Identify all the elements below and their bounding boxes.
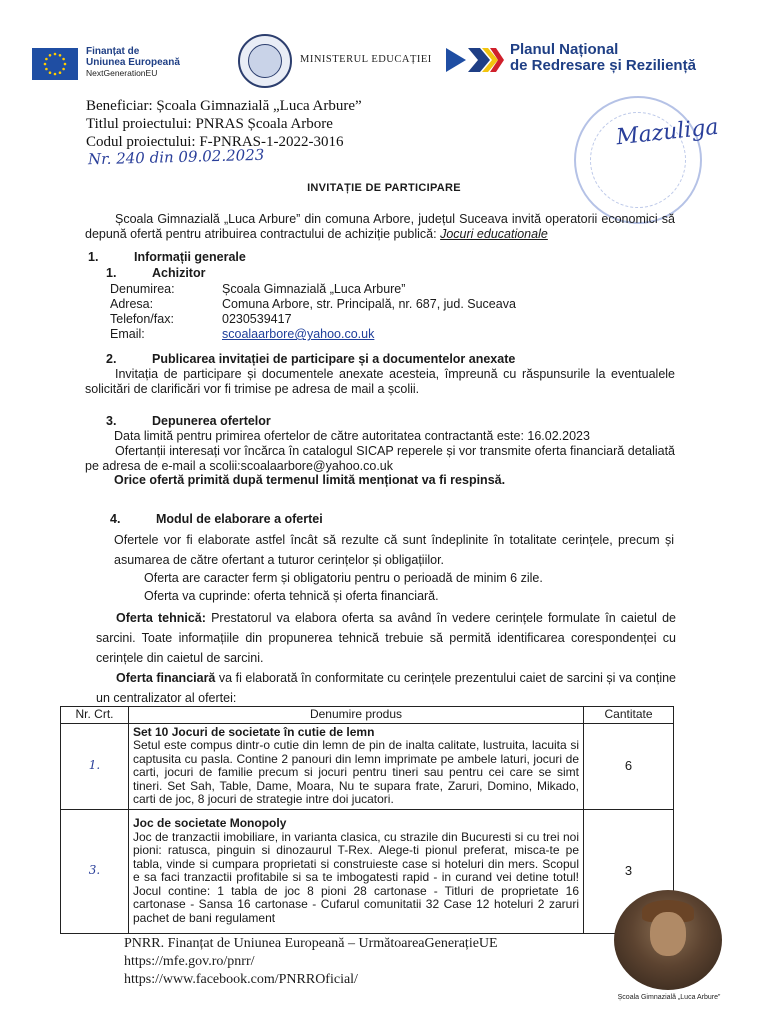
- detail-label: Adresa:: [110, 297, 154, 311]
- sicap-text: Ofertanții interesați vor încărca în catalogul SICAP reperele și vor transmite oferta financiară detaliată pe adresa de e-mail a scolii:scoalaarbore@yahoo.co.uk: [85, 444, 675, 473]
- pnrr-line-1: Planul Național: [510, 41, 619, 58]
- project-code-line: Codul proiectului: F-PNRAS-1-2022-3016: [86, 134, 344, 150]
- eu-flag-icon: [32, 48, 78, 80]
- table-row: [61, 809, 674, 933]
- footer-link-mfe[interactable]: https://mfe.gov.ro/pnrr/: [124, 954, 255, 969]
- school-patron-portrait: [614, 890, 722, 990]
- detail-label: Telefon/fax:: [110, 312, 174, 326]
- email-link[interactable]: scoalaarbore@yahoo.co.uk: [222, 327, 375, 341]
- eu-funding-text: [86, 46, 180, 79]
- late-offer-warning: Orice ofertă primită după termenul limită menționat va fi respinsă.: [114, 473, 506, 487]
- contract-name: Jocuri educationale: [440, 227, 548, 241]
- section-3-title: Depunerea ofertelor: [152, 414, 271, 428]
- financial-offer-text: va fi elaborată în conformitate cu cerințele prezentului caiet de sarcini și va conține un centralizator al ofertei:: [96, 671, 676, 705]
- deadline-line: Data limită pentru primirea ofertelor de către autoritatea contractantă este: 16.02.2023: [114, 429, 590, 443]
- financial-offer-paragraph: [96, 668, 676, 708]
- quantity: 3: [584, 809, 674, 933]
- product-cell: [129, 809, 584, 933]
- section-4-p3: Oferta va cuprinde: oferta tehnică și oferta financiară.: [144, 589, 439, 603]
- registration-number: Nr. 240 din 09.02.2023: [87, 145, 265, 169]
- signature: Mazuliga: [614, 114, 720, 151]
- product-cell: [129, 723, 584, 809]
- section-1a-title: Achizitor: [152, 266, 206, 280]
- project-title-line: Titlul proiectului: PNRAS Școala Arbore: [86, 116, 333, 132]
- ministry-name: MINISTERUL EDUCAȚIEI: [300, 54, 432, 65]
- footer-link-facebook[interactable]: https://www.facebook.com/PNRROficial/: [124, 972, 358, 987]
- detail-label: Denumirea:: [110, 282, 175, 296]
- pnrr-line-2: de Redresare și Reziliență: [510, 57, 696, 74]
- quantity: 6: [584, 723, 674, 809]
- product-name: Joc de societate Monopoly: [133, 816, 287, 830]
- section-1-number: 1.: [88, 250, 99, 264]
- section-4-number: 4.: [110, 512, 121, 526]
- section-2-paragraph: [85, 367, 675, 397]
- stamp-icon: [574, 96, 702, 224]
- detail-value: Comuna Arbore, str. Principală, nr. 687, jud. Suceava: [222, 297, 516, 311]
- section-1-title: Informații generale: [134, 250, 246, 264]
- detail-value: 0230539417: [222, 312, 292, 326]
- detail-value: Școala Gimnazială „Luca Arbure”: [222, 282, 406, 296]
- technical-offer-text: Prestatorul va elabora oferta sa având în vedere cerințele formulate în caietul de sarcini. Toate informațiile din propunerea tehnică trebuie să permită identificarea corespondenței cu cerințele din caietul de sarcini.: [96, 611, 677, 665]
- section-2-title: Publicarea invitației de participare și a documentelor anexate: [152, 352, 516, 366]
- detail-label: Email:: [110, 327, 145, 341]
- pnrr-logo-icon: [446, 44, 504, 76]
- row-number: 3.: [61, 809, 129, 933]
- section-4-p1: Ofertele vor fi elaborate astfel încât să rezulte că sunt îndeplinite în totalitate cerințele, precum și asumarea de către ofertant a tuturor cerințelor și obligațiilor.: [114, 533, 674, 567]
- portrait-caption: Școala Gimnazială „Luca Arbure”: [617, 994, 721, 1001]
- footer: [124, 935, 498, 989]
- detail-row-email: [110, 327, 516, 342]
- product-description: Joc de tranzactii imobiliare, in varianta clasica, cu strazile din Bucuresti si cu trei noi pioni: ratusca, pinguin si dinozaurul T-Rex. Alege-ti pionul preferat, misca-te pe tabla, vinde si cumpara proprietati si construieste case si hoteluri din mers. Scopul e sa faci tranzactii profitabile si sa te imbogatesti rapid - in curand vei detine totul! Jocul contine: 1 tabla de joc 8 pioni 28 cartonase - Titluri de proprietate 16 cartonase - Sansa 16 cartonase - Cufarul comunitatii 32 Case 12 hoteluri 2 zaruri pachet de bani regulament: [133, 829, 579, 925]
- detail-row-phone: [110, 312, 516, 327]
- detail-row-address: [110, 297, 516, 312]
- sicap-paragraph: [85, 444, 675, 474]
- eu-line-2: Uniunea Europeană: [86, 57, 180, 68]
- achizitor-details: [110, 282, 516, 342]
- eu-line-1: Finanțat de: [86, 46, 140, 57]
- row-number: 1.: [61, 723, 129, 809]
- intro-paragraph: [85, 212, 675, 242]
- section-2-number: 2.: [106, 352, 117, 366]
- header-logos: [28, 30, 740, 90]
- eu-line-3: NextGenerationEU: [86, 68, 158, 78]
- detail-row-name: [110, 282, 516, 297]
- technical-offer-paragraph: [96, 608, 676, 668]
- table-row: [61, 723, 674, 809]
- section-4-title: Modul de elaborare a ofertei: [156, 512, 323, 526]
- products-table: [60, 706, 674, 934]
- intro-text: Școala Gimnazială „Luca Arbure” din comuna Arbore, județul Suceava invită operatorii economici să depună ofertă pentru atribuirea contractului de achiziție publică:: [85, 212, 675, 241]
- section-2-text: Invitația de participare și documentele anexate acesteia, împreună cu răspunsurile la eventualele solicitări de clarificări vor fi trimise pe adresa de mail a școlii.: [85, 367, 675, 396]
- table-header-row: [61, 707, 674, 724]
- column-header: Cantitate: [584, 707, 674, 724]
- financial-offer-label: Oferta financiară: [116, 671, 216, 685]
- section-1a-number: 1.: [106, 266, 117, 280]
- government-seal-icon: [238, 34, 292, 88]
- document-title: INVITAȚIE DE PARTICIPARE: [307, 182, 461, 194]
- column-header: Denumire produs: [129, 707, 584, 724]
- section-3-number: 3.: [106, 414, 117, 428]
- footer-funding-line: PNRR. Finanțat de Uniunea Europeană – UrmătoareaGenerațieUE: [124, 936, 498, 951]
- beneficiary-line: Beneficiar: Școala Gimnazială „Luca Arbure”: [86, 98, 362, 114]
- pnrr-title: [510, 42, 696, 74]
- technical-offer-label: Oferta tehnică:: [116, 611, 206, 625]
- section-4-p2: Oferta are caracter ferm și obligatoriu pentru o perioadă de minim 6 zile.: [144, 571, 543, 585]
- column-header: Nr. Crt.: [61, 707, 129, 724]
- product-name: Set 10 Jocuri de societate în cutie de lemn: [133, 724, 375, 739]
- product-description: Setul este compus dintr-o cutie din lemn de pin de inalta calitate, lustruita, lacuita si captusita cu pasla. Contine 2 panouri din lemn imprimate pe ambele laturi, jocuri de carti, jocuri de familie precum si jocuri pentru tineri sau pentru cei care se simt tineri. Set Sah, Table, Dame, Moara, Nu te supara frate, Zaruri, Domino, Mikado, carti de joc, 8 jocuri de strategie intre doi jucatori.: [133, 738, 579, 806]
- beneficiary-block: [86, 97, 362, 151]
